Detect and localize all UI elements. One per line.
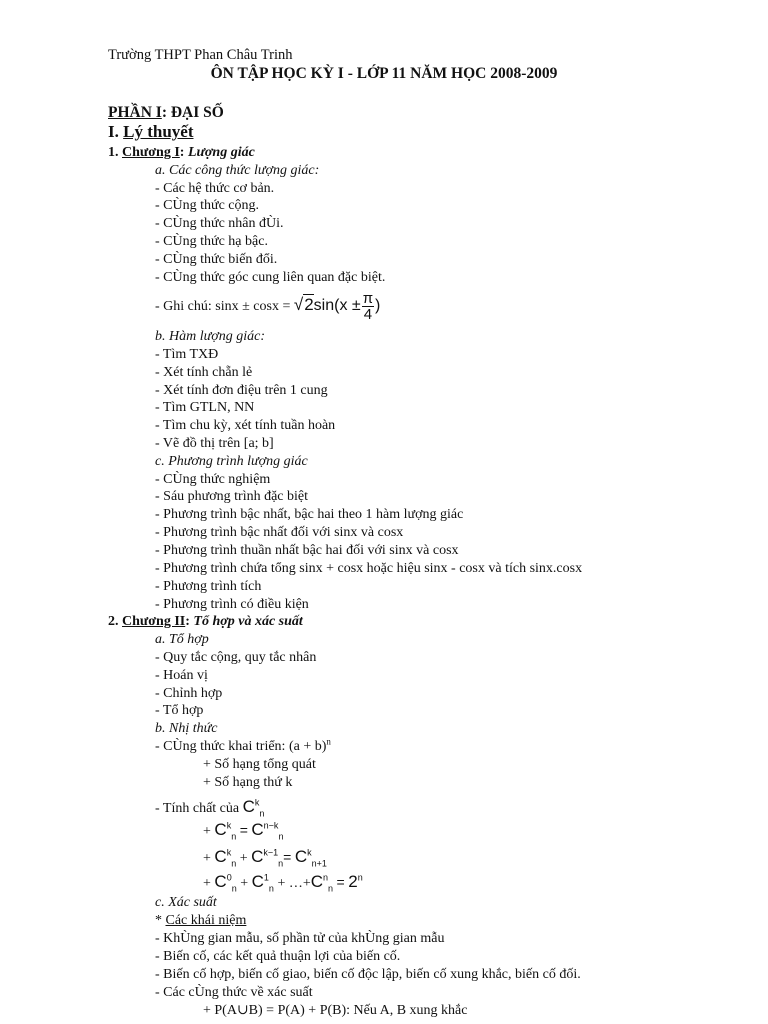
chapter-1-heading [108,144,255,161]
property-line [155,796,264,820]
list-item: - Biến cố hợp, biến cố giao, biến cố độc lập, biến cố xung khắc, biến cố đối. [155,967,581,982]
chapter-1-colon: : [179,145,188,160]
list-item: - Phương trình thuần nhất bậc hai đối với sinx và cosx [155,543,459,558]
binomial-symbol: $C^k_n$ [242,797,265,819]
subsection-heading: a. Các công thức lượng giác: [155,163,320,178]
list-item: - Chỉnh hợp [155,686,223,701]
list-item: - CÙng thức cộng. [155,198,260,213]
list-item: - Xét tính đơn điệu trên 1 cung [155,383,328,398]
concepts-heading [155,912,246,929]
list-item: - CÙng thức hạ bậc. [155,234,268,249]
chapter-2-label: Chương II [122,614,186,629]
chapter-2-topic: Tổ hợp và xác suất [193,614,303,629]
list-item: - Tìm TXĐ [155,347,219,362]
list-item: - CÙng thức biến đổi. [155,252,278,267]
property-text: - Tính chất của [155,801,240,816]
part-heading [108,104,224,121]
chapter-1-label: Chương I [122,145,180,160]
binomial-formula-2: + $C^k_n + C^{k-1}_n= C^k_{n+1}$ [203,847,327,869]
part-label: PHẦN I [108,104,162,121]
document-title: ÔN TẬP HỌC KỲ I - LỚP 11 NĂM HỌC 2008-2009 [210,65,558,82]
list-item: - Sáu phương trình đặc biệt [155,489,309,504]
formula-two: 2 [348,872,358,891]
list-item: - Biến cố, các kết quả thuận lợi của biến cố. [155,949,401,964]
subsection-heading: b. Nhị thức [155,721,218,736]
list-item: - Quy tắc cộng, quy tắc nhân [155,650,317,665]
sub-list-item: + Số hạng thứ k [203,775,293,790]
section-num: I. [108,122,124,141]
chapter-2-heading [108,613,303,630]
sub-list-item: + Số hạng tổng quát [203,757,316,772]
list-item: - CÙng thức góc cung liên quan đặc biệt. [155,270,386,285]
list-item: - Các hệ thức cơ bản. [155,181,275,196]
list-item: - Xét tính chẵn lẻ [155,365,253,380]
trig-note-formula [155,290,380,322]
list-item: - Tổ hợp [155,703,204,718]
fraction-numerator: π [362,290,374,308]
subsection-heading: c. Xác suất [155,895,217,910]
list-item: - KhÙng gian mẫu, số phần tử của khÙng gian mẫu [155,931,445,946]
section-heading [108,123,194,140]
list-item: - CÙng thức nhân đÙi. [155,216,284,231]
list-item: - Phương trình có điều kiện [155,597,309,612]
chapter-2-colon: : [185,614,194,629]
list-item: - Tìm chu kỳ, xét tính tuần hoàn [155,418,336,433]
list-item: - Vẽ đồ thị trên [a; b] [155,436,274,451]
sqrt-expression: √2 [293,295,314,314]
list-item: - Phương trình chứa tổng sinx + cosx hoặc hiệu sinx - cosx và tích sinx.cosx [155,561,583,576]
expansion-line [155,738,331,755]
fraction-denominator: 4 [363,306,373,324]
probability-formula: + P(A∪B) = P(A) + P(B): Nếu A, B xung khắc [203,1003,468,1018]
chapter-1-topic: Lượng giác [187,145,255,160]
formula-plus: + [203,876,211,891]
list-item: - Phương trình bậc nhất đối với sinx và cosx [155,525,404,540]
list-item: - CÙng thức nghiệm [155,472,271,487]
subsection-heading: a. Tổ hợp [155,632,209,647]
list-item: - Các cÙng thức về xác suất [155,985,313,1000]
binomial-formula-1: + $C^k_n = C^{n-k}_n$ [203,820,284,842]
concepts-star: * [155,913,166,928]
concepts-label: Các khái niệm [165,913,247,928]
formula-dots: + …+ [277,876,311,891]
section-label: Lý thuyết [123,122,194,141]
list-item: - Tìm GTLN, NN [155,400,255,415]
pi-over-4-fraction [362,291,374,322]
part-rest: : ĐẠI SỐ [161,104,224,121]
list-item: - Phương trình bậc nhất, bậc hai theo 1 hàm lượng giác [155,507,464,522]
subsection-heading: b. Hàm lượng giác: [155,329,265,344]
list-item: - Phương trình tích [155,579,262,594]
subsection-heading: c. Phương trình lượng giác [155,454,308,469]
expansion-text: - CÙng thức khai triển: (a + b) [155,739,327,754]
list-item: - Hoán vị [155,668,208,683]
note-sin: sin(x ± [313,297,361,314]
chapter-1-num: 1. [108,145,122,160]
chapter-2-num: 2. [108,614,122,629]
note-prefix: - Ghi chú: sinx ± cosx = [155,299,294,314]
formula-plus: + [203,824,211,839]
binomial-formula-3: + $C^0_n + C^1_n$ + $\dots+C^n_n = 2^n$ [203,872,363,894]
school-name: Trường THPT Phan Châu Trinh [108,47,293,63]
expansion-exponent: n [326,736,331,747]
note-close: ) [375,297,381,314]
formula-plus: + [203,851,211,866]
sqrt-radicand: 2 [304,295,314,314]
